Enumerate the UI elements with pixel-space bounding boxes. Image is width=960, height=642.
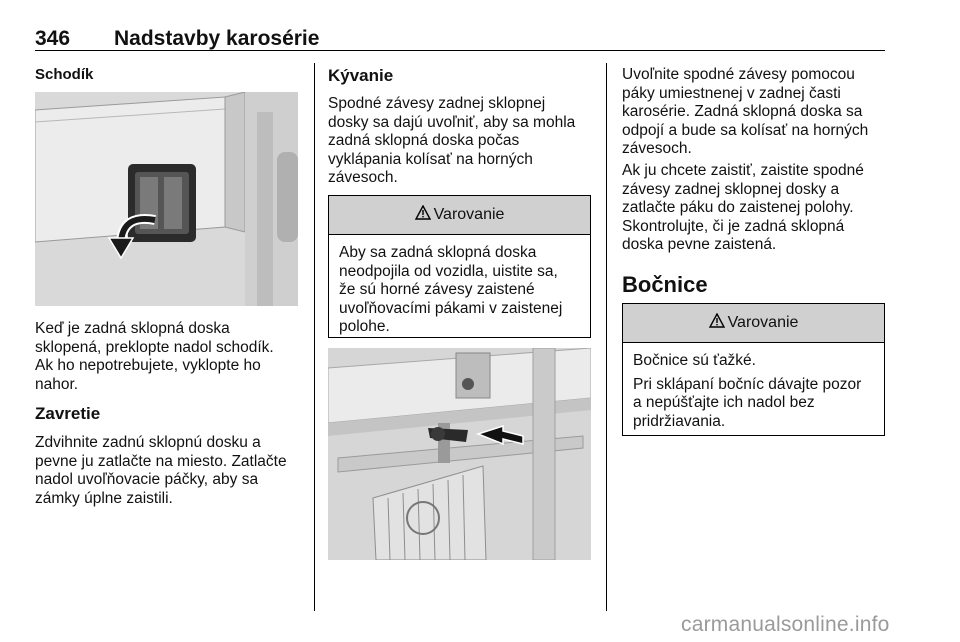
warning-triangle-icon <box>415 205 431 225</box>
column-separator-2 <box>606 63 607 611</box>
watermark: carmanualsonline.info <box>681 613 890 636</box>
heading-kyvanie: Kývanie <box>328 66 394 85</box>
illustration-step <box>35 92 298 306</box>
heading-zavretie: Zavretie <box>35 404 101 423</box>
para-uvolnite: Uvoľnite spodné závesy pomocou páky umiestnenej v zadnej časti karosérie. Zadná sklopná doska sa odpojí a bude sa kolísať na horných závesoch. <box>622 66 869 157</box>
warning-box-tailgate <box>328 195 591 338</box>
para-zaistit: Ak ju chcete zaistiť, zaistite spodné závesy zadnej sklopnej dosky a zatlačte páku do zaistenej polohy. Skontrolujte, či je zadná sklopná doska pevne zaistená. <box>622 162 864 253</box>
page-title: Nadstavby karosérie <box>114 27 320 50</box>
para-zavretie: Zdvihnite zadnú sklopnú dosku a pevne ju zatlačte na miesto. Zatlačte nadol uvoľňovacie páčky, aby sa zámky úplne zaistili. <box>35 434 287 507</box>
warning-header <box>623 304 884 343</box>
heading-bocnice: Bočnice <box>622 272 708 297</box>
column-separator-1 <box>314 63 315 611</box>
header-rule <box>35 50 885 51</box>
warning-header <box>329 196 590 235</box>
illustration-hinge-lever <box>328 348 591 560</box>
warning-text: Bočnice sú ťažké. Pri sklápaní bočníc dávajte pozor a nepúšťajte ich nadol bez pridržiavania. <box>633 352 862 430</box>
warning-label: Varovanie <box>433 206 505 223</box>
warning-box-sides <box>622 303 885 436</box>
warning-label: Varovanie <box>727 314 799 331</box>
para-kyvanie: Spodné závesy zadnej sklopnej dosky sa dajú uvoľniť, aby sa mohla zadná sklopná doska počas vyklápania kolísať na horných závesoch. <box>328 95 576 186</box>
warning-triangle-icon <box>709 313 725 333</box>
para-schodik: Keď je zadná sklopná doska sklopená, preklopte nadol schodík. Ak ho nepotrebujete, vyklopte ho nahor. <box>35 320 274 393</box>
heading-schodik: Schodík <box>35 66 94 83</box>
warning-text: Aby sa zadná sklopná doska neodpojila od vozidla, uistite sa, že sú horné závesy zaistené uvoľňovacími pákami v zaistenej polohe. <box>339 244 563 335</box>
page-number: 346 <box>35 27 71 50</box>
